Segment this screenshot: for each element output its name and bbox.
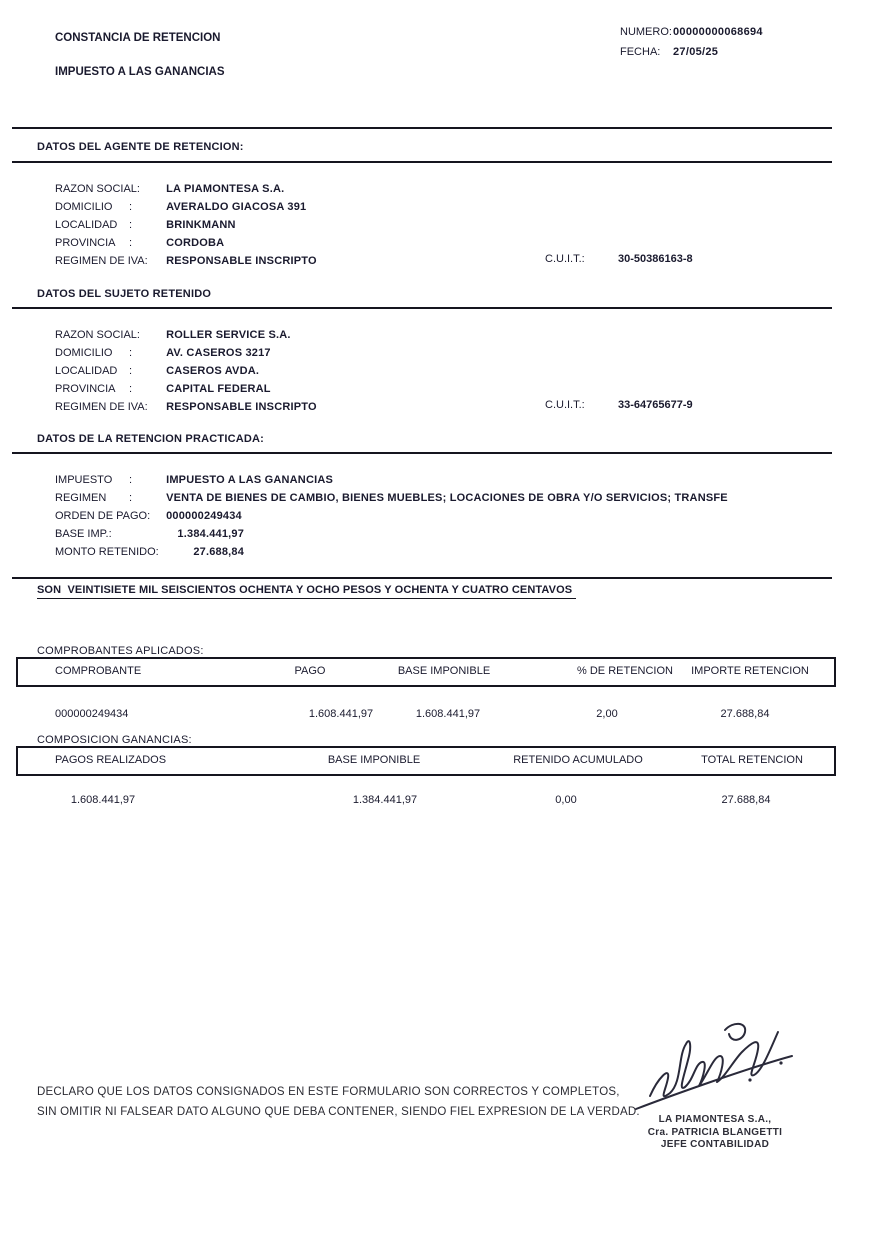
cell-pago: 1.608.441,97 — [308, 708, 374, 720]
field-label: PROVINCIA — [55, 237, 116, 249]
field-label: PROVINCIA — [55, 383, 116, 395]
cell-pagos-realizados: 1.608.441,97 — [70, 794, 136, 806]
field-row-monto-retenido — [55, 543, 728, 561]
doc-title: CONSTANCIA DE RETENCION — [55, 32, 221, 44]
field-colon: : — [136, 183, 140, 195]
cell-base-imponible: 1.608.441,97 — [415, 708, 481, 720]
col-header-retenido-acumulado: RETENIDO ACUMULADO — [513, 754, 643, 766]
field-label: REGIMEN DE IVA: — [55, 401, 148, 413]
col-header-pct-retencion: % DE RETENCION — [577, 665, 673, 677]
agent-fields — [55, 180, 317, 270]
field-colon: : — [129, 201, 133, 213]
field-label: BASE IMP.: — [55, 528, 112, 540]
field-row-localidad — [55, 362, 317, 380]
signature-block — [640, 1114, 790, 1152]
composicion-heading: COMPOSICION GANANCIAS: — [37, 734, 192, 746]
field-row-regimen — [55, 489, 728, 507]
col-header-comprobante: COMPROBANTE — [55, 665, 142, 677]
cell-pct-retencion: 2,00 — [596, 708, 618, 720]
field-row-base-imponible — [55, 525, 728, 543]
field-label: REGIMEN DE IVA: — [55, 255, 148, 267]
cell-importe-retencion: 27.688,84 — [720, 708, 770, 720]
numero-value: 00000000068694 — [673, 26, 763, 38]
field-value: CASEROS AVDA. — [166, 365, 260, 377]
field-value: AVERALDO GIACOSA 391 — [166, 201, 307, 213]
fecha-label: FECHA: — [620, 46, 661, 58]
field-row-provincia — [55, 234, 317, 252]
field-value: CAPITAL FEDERAL — [166, 383, 271, 395]
field-colon: : — [129, 474, 133, 486]
amount-in-words: SON VEINTISIETE MIL SEISCIENTOS OCHENTA Y OCHO PESOS Y OCHENTA Y CUATRO CENTAVOS — [37, 584, 576, 599]
field-label: LOCALIDAD — [55, 219, 118, 231]
signature-icon — [628, 1016, 803, 1116]
field-colon: : — [129, 237, 133, 249]
field-colon: : — [129, 219, 133, 231]
field-colon: : — [129, 347, 133, 359]
field-row-provincia — [55, 380, 317, 398]
cuit-label: C.U.I.T.: — [545, 253, 585, 265]
field-value: LA PIAMONTESA S.A. — [166, 183, 285, 195]
field-label: REGIMEN — [55, 492, 107, 504]
declaration-line-1: DECLARO QUE LOS DATOS CONSIGNADOS EN ESTE FORMULARIO SON CORRECTOS Y COMPLETOS, — [37, 1086, 620, 1098]
cuit-label: C.U.I.T.: — [545, 399, 585, 411]
field-value: 27.688,84 — [193, 546, 245, 558]
divider — [12, 452, 832, 454]
subject-fields — [55, 326, 317, 416]
field-label: RAZON SOCIAL — [55, 183, 137, 195]
field-label: DOMICILIO — [55, 347, 113, 359]
col-header-pagos-realizados: PAGOS REALIZADOS — [55, 754, 167, 766]
fecha-value: 27/05/25 — [673, 46, 719, 58]
col-header-base-imponible: BASE IMPONIBLE — [327, 754, 421, 766]
field-value: ROLLER SERVICE S.A. — [166, 329, 291, 341]
field-value: RESPONSABLE INSCRIPTO — [166, 255, 317, 267]
field-label: MONTO RETENIDO: — [55, 546, 159, 558]
field-row-localidad — [55, 216, 317, 234]
numero-label: NUMERO: — [620, 26, 672, 38]
field-value: CORDOBA — [166, 237, 225, 249]
field-row-impuesto — [55, 471, 728, 489]
signature-name: Cra. PATRICIA BLANGETTI — [647, 1126, 783, 1138]
field-value: 000000249434 — [166, 510, 242, 522]
field-colon: : — [129, 383, 133, 395]
cuit-value: 33-64765677-9 — [618, 399, 693, 411]
divider — [12, 577, 832, 579]
field-value: BRINKMANN — [166, 219, 236, 231]
divider — [12, 161, 832, 163]
col-header-importe-retencion: IMPORTE RETENCION — [691, 665, 809, 677]
col-header-pago: PAGO — [294, 665, 326, 677]
col-header-base-imponible: BASE IMPONIBLE — [397, 665, 491, 677]
cell-retenido-acumulado: 0,00 — [555, 794, 577, 806]
field-value: AV. CASEROS 3217 — [166, 347, 271, 359]
signature-role: JEFE CONTABILIDAD — [660, 1139, 770, 1150]
field-row-domicilio — [55, 344, 317, 362]
comprobantes-heading: COMPROBANTES APLICADOS: — [37, 645, 204, 657]
field-row-regimen-iva — [55, 398, 317, 416]
declaration-line-2: SIN OMITIR NI FALSEAR DATO ALGUNO QUE DEBA CONTENER, SIENDO FIEL EXPRESION DE LA VERDAD. — [37, 1106, 640, 1118]
section-heading-sujeto: DATOS DEL SUJETO RETENIDO — [37, 288, 212, 300]
section-heading-agente: DATOS DEL AGENTE DE RETENCION: — [37, 141, 244, 153]
cuit-value: 30-50386163-8 — [618, 253, 693, 265]
field-colon: : — [136, 329, 140, 341]
divider — [12, 127, 832, 129]
cell-comprobante: 000000249434 — [55, 708, 129, 720]
field-value: RESPONSABLE INSCRIPTO — [166, 401, 317, 413]
fecha-row — [620, 46, 660, 58]
cell-total-retencion: 27.688,84 — [721, 794, 771, 806]
divider — [12, 307, 832, 309]
field-value: 1.384.441,97 — [177, 528, 245, 540]
field-label: LOCALIDAD — [55, 365, 118, 377]
field-row-domicilio — [55, 198, 317, 216]
signature-company: LA PIAMONTESA S.A., — [658, 1114, 772, 1125]
section-heading-retencion: DATOS DE LA RETENCION PRACTICADA: — [37, 433, 265, 445]
retention-fields — [55, 471, 728, 561]
field-value: VENTA DE BIENES DE CAMBIO, BIENES MUEBLES; LOCACIONES DE OBRA Y/O SERVICIOS; TRANSFE — [166, 492, 728, 504]
field-label: ORDEN DE PAGO: — [55, 510, 151, 522]
field-label: RAZON SOCIAL — [55, 329, 137, 341]
field-row-razon-social — [55, 180, 317, 198]
field-row-regimen-iva — [55, 252, 317, 270]
cell-base-imponible: 1.384.441,97 — [352, 794, 418, 806]
doc-subtitle: IMPUESTO A LAS GANANCIAS — [55, 66, 225, 78]
numero-row — [620, 26, 672, 38]
field-value: IMPUESTO A LAS GANANCIAS — [166, 474, 334, 486]
field-row-razon-social — [55, 326, 317, 344]
field-label: DOMICILIO — [55, 201, 113, 213]
field-colon: : — [129, 492, 133, 504]
field-colon: : — [129, 365, 133, 377]
field-row-orden-de-pago — [55, 507, 728, 525]
col-header-total-retencion: TOTAL RETENCION — [701, 754, 803, 766]
field-label: IMPUESTO — [55, 474, 113, 486]
